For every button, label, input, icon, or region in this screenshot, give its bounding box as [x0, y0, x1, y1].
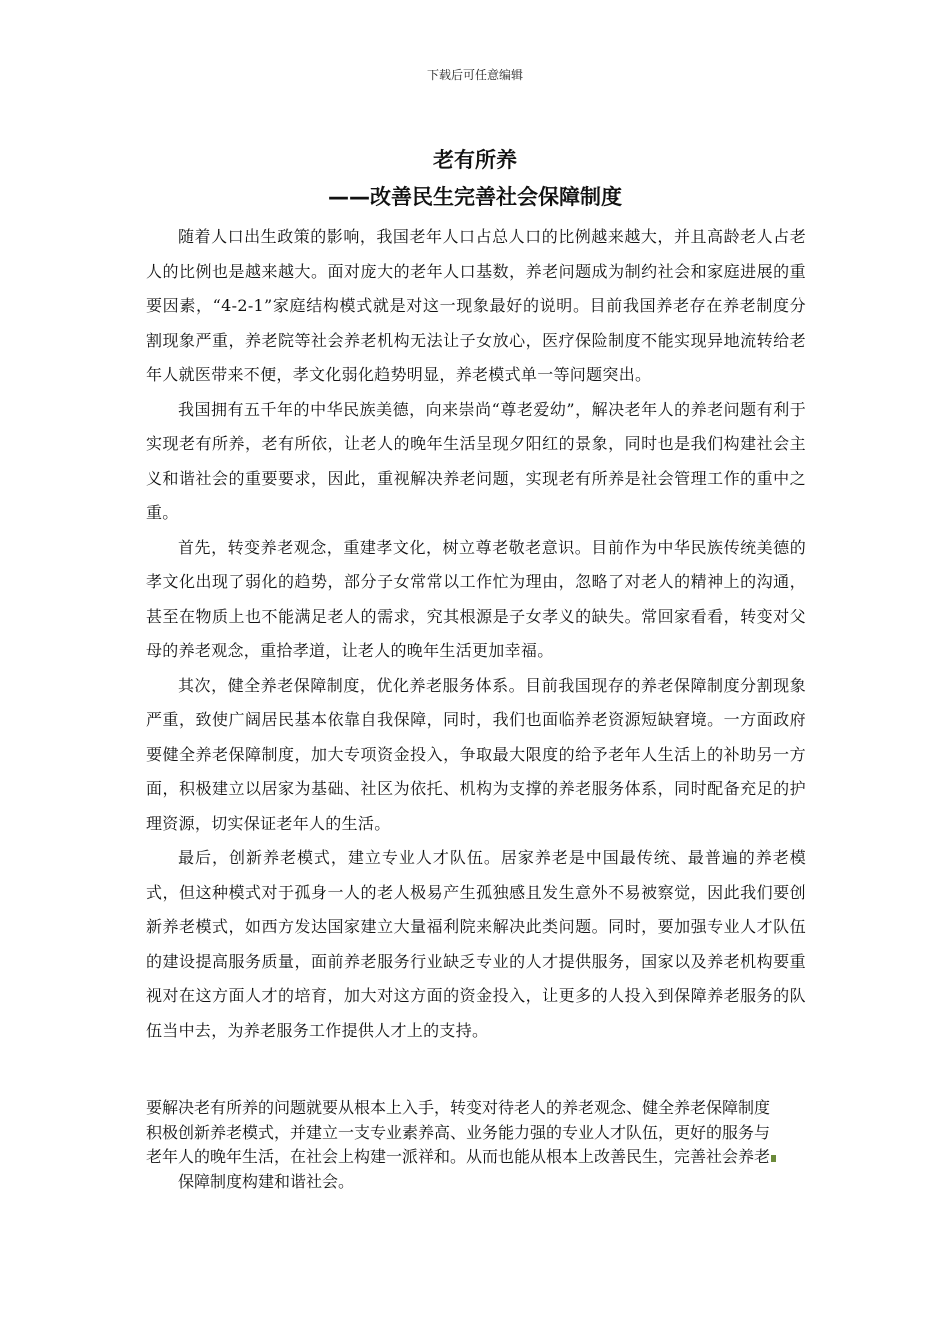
- conclusion-line: 要解决老有所养的问题就要从根本上入手，转变对待老人的养老观念、健全养老保障制度: [146, 1098, 771, 1117]
- conclusion-block: [146, 1096, 810, 1194]
- conclusion-line: [146, 1145, 810, 1170]
- paragraph-second-measure: 其次，健全养老保障制度，优化养老服务体系。目前我国现存的养老保障制度分割现象严重，致使广阔居民基本依靠自我保障，同时，我们也面临养老资源短缺窘境。一方面政府要健全养老保障制度，加大专项资金投入，争取最大限度的给予老年人生活上的补助另一方面，积极建立以居家为基础、社区为依托、机构为支撑的养老服务体系，同时配备充足的护理资源，切实保证老年人的生活。: [146, 675, 806, 833]
- document-title: 老有所养: [433, 148, 517, 172]
- conclusion-line: 积极创新养老模式，并建立一支专业素养高、业务能力强的专业人才队伍，更好的服务与: [146, 1122, 771, 1142]
- document-body: [146, 220, 806, 1048]
- conclusion-line-text: 老年人的晚年生活，在社会上构建一派祥和。从而也能从根本上改善民生，完善社会养老: [146, 1147, 771, 1166]
- paragraph-first-measure: 首先，转变养老观念，重建孝文化，树立尊老敬老意识。目前作为中华民族传统美德的孝文化出现了弱化的趋势，部分子女常常以工作忙为理由，忽略了对老人的精神上的沟通，甚至在物质上也不能满足老人的需求，究其根源是子女孝义的缺失。常回家看看，转变对父母的养老观念，重拾孝道，让老人的晚年生活更加幸福。: [146, 537, 806, 660]
- paragraph-third-measure: 最后，创新养老模式，建立专业人才队伍。居家养老是中国最传统、最普遍的养老模式，但这种模式对于孤身一人的老人极易产生孤独感且发生意外不易被察觉，因此我们要创新养老模式，如西方发达国家建立大量福利院来解决此类问题。同时，要加强专业人才队伍的建设提高服务质量，面前养老服务行业缺乏专业的人才提供服务，国家以及养老机构要重视对在这方面人才的培育，加大对这方面的资金投入，让更多的人投入到保障养老服务的队伍当中去，为养老服务工作提供人才上的支持。: [146, 848, 806, 1040]
- page-header-note: 下载后可任意编辑: [426, 68, 523, 82]
- paragraph-intro: 随着人口出生政策的影响，我国老年人口占总人口的比例越来越大，并且高龄老人占老人的比例也是越来越大。面对庞大的老年人口基数，养老问题成为制约社会和家庭进展的重要因素，“4-2-1”家庭结构模式就是对这一现象最好的说明。目前我国养老存在养老制度分割现象严重，养老院等社会养老机构无法让子女放心，医疗保险制度不能实现异地流转给老年人就医带来不便，孝文化弱化趋势明显，养老模式单一等问题突出。: [146, 227, 806, 384]
- document-subtitle: ——改善民生完善社会保障制度: [328, 185, 622, 209]
- edit-marker-icon: [771, 1155, 776, 1162]
- conclusion-line: 保障制度构建和谐社会。: [178, 1171, 355, 1191]
- paragraph-significance: 我国拥有五千年的中华民族美德，向来崇尚“尊老爱幼”，解决老年人的养老问题有利于实现老有所养，老有所依，让老人的晚年生活呈现夕阳红的景象，同时也是我们构建社会主义和谐社会的重要要求，因此，重视解决养老问题，实现老有所养是社会管理工作的重中之重。: [146, 399, 806, 522]
